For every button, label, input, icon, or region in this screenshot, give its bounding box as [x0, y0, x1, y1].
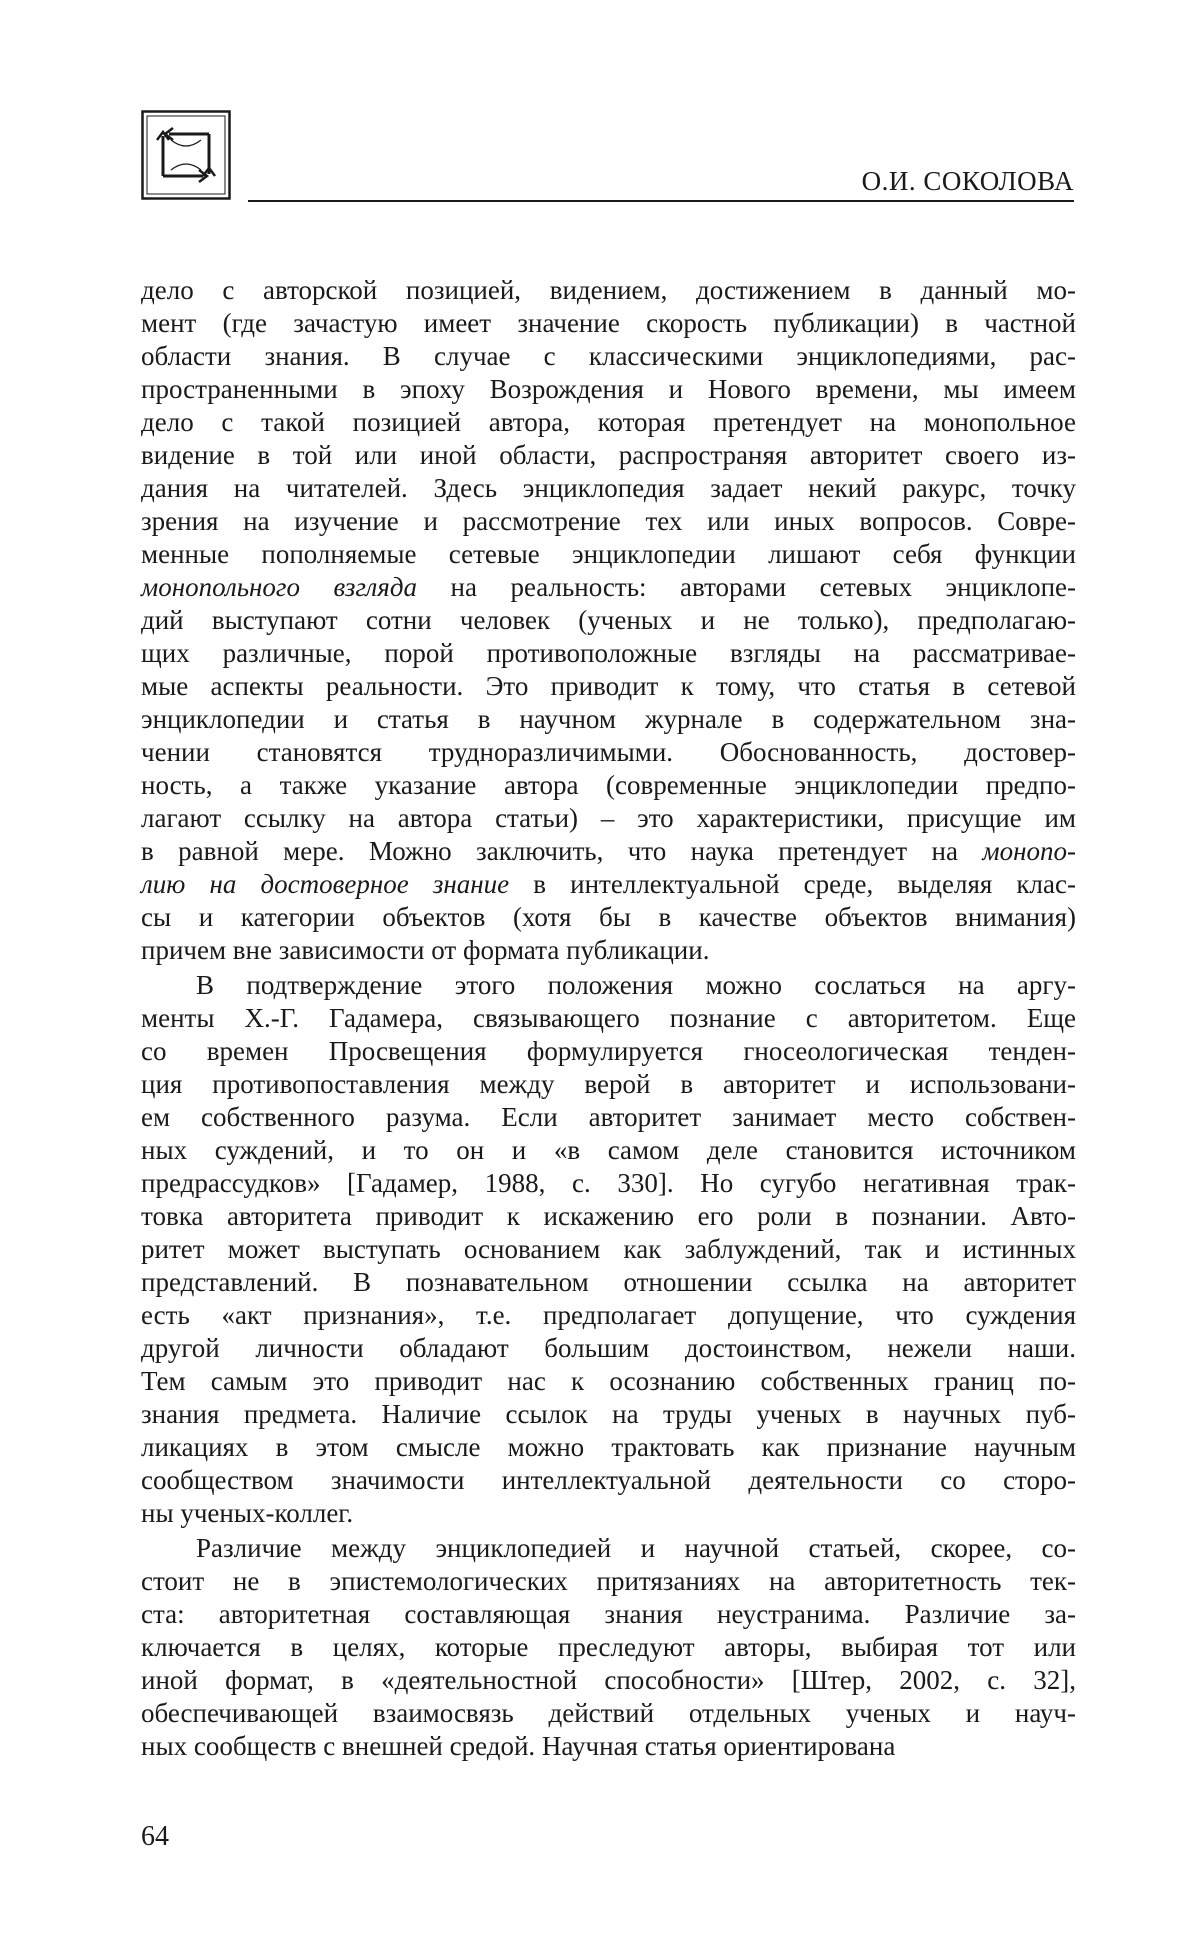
text-line: [141, 802, 1076, 835]
text-segment: менные пополняемые сетевые энциклопедии лишают себя функции: [141, 539, 1076, 569]
text-line: [141, 1398, 1076, 1431]
text-line: [141, 703, 1076, 736]
text-line: [141, 1200, 1076, 1233]
italic-phrase: лию на достоверное знание: [141, 869, 510, 899]
text-line: [141, 340, 1076, 373]
text-line: [141, 934, 1076, 967]
text-segment: со времен Просвещения формулируется гносеологическая тенден-: [141, 1036, 1076, 1066]
page-number: 64: [141, 1821, 169, 1852]
text-segment: в равной мере. Можно заключить, что наука претендует на: [141, 836, 983, 866]
text-segment: дело с такой позицией автора, которая претендует на монопольное: [141, 407, 1076, 437]
paragraph: [141, 969, 1076, 1530]
text-line: [141, 1697, 1076, 1730]
text-segment: ны ученых-коллег.: [141, 1498, 354, 1528]
text-segment: причем вне зависимости от формата публикации.: [141, 935, 710, 965]
text-segment: зрения на изучение и рассмотрение тех или иных вопросов. Совре-: [141, 506, 1076, 536]
publisher-logo-icon: [141, 110, 231, 200]
text-line: [141, 670, 1076, 703]
text-segment: пространенными в эпоху Возрождения и Нового времени, мы имеем: [141, 374, 1076, 404]
text-line: [141, 274, 1076, 307]
italic-phrase: монопольного взгляда: [141, 572, 418, 602]
text-line: [141, 736, 1076, 769]
text-segment: другой личности обладают большим достоинством, нежели наши.: [141, 1333, 1076, 1363]
text-segment: ция противопоставления между верой в авторитет и использовани-: [141, 1069, 1076, 1099]
text-segment: ных сообществ с внешней средой. Научная статья ориентирована: [141, 1731, 896, 1761]
text-segment: есть «акт признания», т.е. предполагает допущение, что суждения: [141, 1300, 1076, 1330]
text-segment: Тем самым это приводит нас к осознанию собственных границ по-: [141, 1366, 1076, 1396]
text-line: [141, 1134, 1076, 1167]
text-segment: видение в той или иной области, распространяя авторитет своего из-: [141, 440, 1076, 470]
text-segment: обеспечивающей взаимосвязь действий отдельных ученых и науч-: [141, 1698, 1076, 1728]
text-segment: щих различные, порой противоположные взгляды на рассматривае-: [141, 638, 1076, 668]
text-segment: Различие между энциклопедией и научной статьей, скорее, со-: [196, 1533, 1076, 1563]
body-text: [141, 274, 1076, 1763]
text-line: [141, 969, 1076, 1002]
text-segment: дий выступают сотни человек (ученых и не только), предполагаю-: [141, 605, 1076, 635]
text-line: [141, 868, 1076, 901]
text-line: [141, 835, 1076, 868]
paragraph: [141, 1532, 1076, 1763]
text-line: [141, 901, 1076, 934]
text-line: [141, 571, 1076, 604]
text-line: [141, 637, 1076, 670]
text-segment: знания предмета. Наличие ссылок на труды ученых в научных пуб-: [141, 1399, 1076, 1429]
text-line: [141, 439, 1076, 472]
text-segment: представлений. В познавательном отношении ссылка на авторитет: [141, 1267, 1076, 1297]
text-line: [141, 1101, 1076, 1134]
text-segment: дело с авторской позицией, видением, достижением в данный мо-: [141, 275, 1076, 305]
text-segment: предрассудков» [Гадамер, 1988, с. 330]. Но сугубо негативная трак-: [141, 1168, 1076, 1198]
text-segment: ста: авторитетная составляющая знания неустранима. Различие за-: [141, 1599, 1076, 1629]
text-segment: ем собственного разума. Если авторитет занимает место собствен-: [141, 1102, 1076, 1132]
text-line: [141, 1002, 1076, 1035]
text-segment: энциклопедии и статья в научном журнале в содержательном зна-: [141, 704, 1076, 734]
text-line: [141, 1266, 1076, 1299]
text-line: [141, 1565, 1076, 1598]
text-segment: ликациях в этом смысле можно трактовать как признание научным: [141, 1432, 1076, 1462]
running-head: О.И. СОКОЛОВА: [861, 166, 1074, 196]
text-line: [141, 307, 1076, 340]
text-line: [141, 1631, 1076, 1664]
text-segment: товка авторитета приводит к искажению его роли в познании. Авто-: [141, 1201, 1076, 1231]
paragraph: [141, 274, 1076, 967]
text-line: [141, 373, 1076, 406]
text-segment: сы и категории объектов (хотя бы в качестве объектов внимания): [141, 902, 1076, 932]
italic-phrase: монопо-: [982, 836, 1076, 866]
text-line: [141, 1299, 1076, 1332]
text-line: [141, 769, 1076, 802]
text-segment: сообществом значимости интеллектуальной деятельности со сторо-: [141, 1465, 1076, 1495]
text-segment: ность, а также указание автора (современные энциклопедии предпо-: [141, 770, 1076, 800]
text-line: [141, 505, 1076, 538]
text-segment: В подтверждение этого положения можно сослаться на аргу-: [196, 970, 1076, 1000]
text-segment: в интеллектуальной среде, выделяя клас-: [509, 869, 1076, 899]
text-line: [141, 1532, 1076, 1565]
text-segment: ных суждений, и то он и «в самом деле становится источником: [141, 1135, 1076, 1165]
text-segment: чении становятся трудноразличимыми. Обоснованность, достовер-: [141, 737, 1076, 767]
text-segment: ключается в целях, которые преследуют авторы, выбирая тот или: [141, 1632, 1076, 1662]
header-rule: [248, 200, 1074, 202]
text-line: [141, 538, 1076, 571]
text-line: [141, 1730, 1076, 1763]
text-line: [141, 1167, 1076, 1200]
text-segment: области знания. В случае с классическими энциклопедиями, рас-: [141, 341, 1076, 371]
text-line: [141, 1233, 1076, 1266]
text-line: [141, 1431, 1076, 1464]
text-segment: стоит не в эпистемологических притязаниях на авторитетность тек-: [141, 1566, 1076, 1596]
text-segment: иной формат, в «деятельностной способности» [Штер, 2002, с. 32],: [141, 1665, 1076, 1695]
text-segment: на реальность: авторами сетевых энциклопе-: [417, 572, 1076, 602]
text-segment: мент (где зачастую имеет значение скорость публикации) в частной: [141, 308, 1076, 338]
text-line: [141, 1497, 1076, 1530]
text-segment: менты Х.-Г. Гадамера, связывающего познание с авторитетом. Еще: [141, 1003, 1076, 1033]
text-segment: лагают ссылку на автора статьи) – это характеристики, присущие им: [141, 803, 1076, 833]
text-segment: дания на читателей. Здесь энциклопедия задает некий ракурс, точку: [141, 473, 1076, 503]
text-line: [141, 1068, 1076, 1101]
text-line: [141, 1332, 1076, 1365]
text-line: [141, 1598, 1076, 1631]
text-segment: мые аспекты реальности. Это приводит к тому, что статья в сетевой: [141, 671, 1076, 701]
text-line: [141, 1664, 1076, 1697]
text-line: [141, 472, 1076, 505]
text-segment: ритет может выступать основанием как заблуждений, так и истинных: [141, 1234, 1076, 1264]
text-line: [141, 1365, 1076, 1398]
text-line: [141, 406, 1076, 439]
text-line: [141, 1464, 1076, 1497]
text-line: [141, 604, 1076, 637]
text-line: [141, 1035, 1076, 1068]
